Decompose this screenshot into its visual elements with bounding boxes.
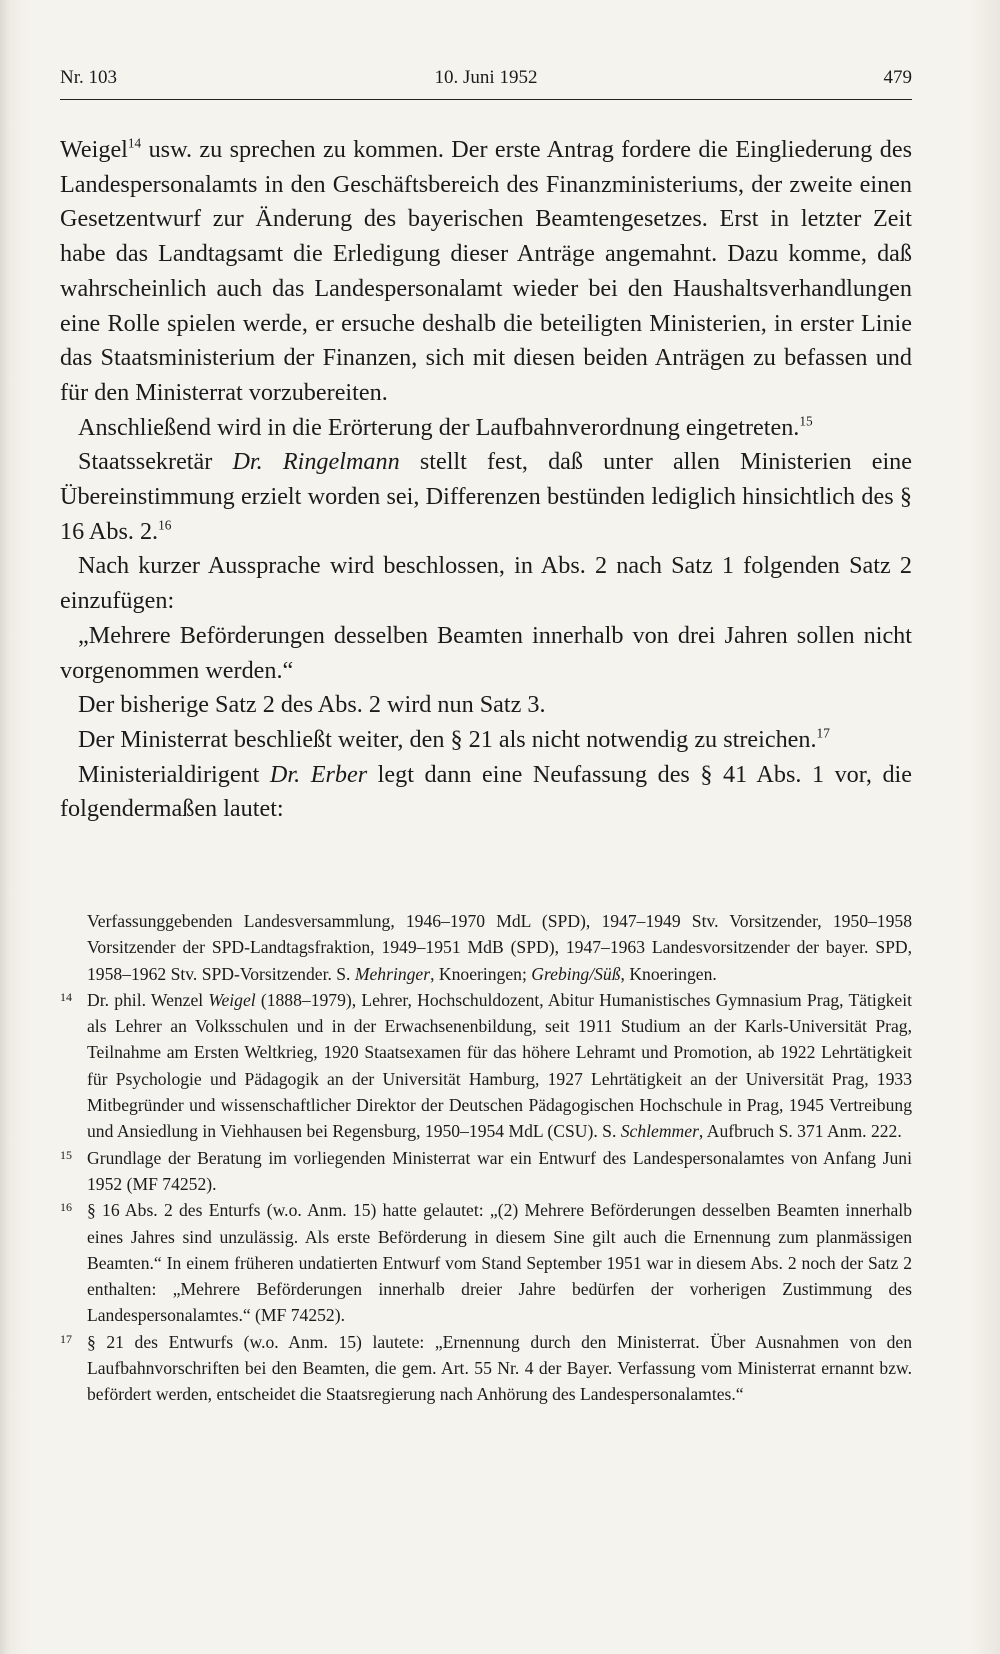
header-rule (60, 99, 912, 100)
footnote-continued-italic-a: Mehringer (354, 963, 431, 984)
paragraph-6: Der bisherige Satz 2 des Abs. 2 wird nun Satz 3. (78, 691, 546, 719)
footnote-ref-14: 14 (127, 135, 142, 151)
footnote-ref-17: 17 (816, 725, 830, 741)
paragraph-2 (60, 411, 912, 446)
footnote-14-text-a: Dr. phil. Wenzel (87, 989, 209, 1010)
paragraph-7 (60, 723, 912, 758)
footnote-number: 14 (60, 989, 72, 1004)
footnote-continued (60, 908, 912, 987)
document-number: Nr. 103 (60, 67, 117, 88)
footnote-continued-text-c: , Knoeringen. (620, 963, 717, 984)
footnote-number: 17 (60, 1331, 72, 1346)
footnote-16 (60, 1197, 912, 1328)
paragraph-1-text-a: Weigel (60, 136, 128, 163)
footnote-14-text-c: , Aufbruch S. 371 Anm. 222. (698, 1121, 902, 1142)
paragraph-8-text-a: Ministerialdirigent (78, 760, 270, 788)
footnote-15 (60, 1145, 912, 1198)
footnote-14-italic-b: Schlemmer (620, 1121, 699, 1142)
footnote-ref-15: 15 (799, 413, 813, 429)
paragraph-4: Nach kurzer Aussprache wird beschlossen, in Abs. 2 nach Satz 1 folgenden Satz 2 einzufügen: (60, 552, 912, 615)
footnote-continued-text-b: , Knoeringen; (430, 963, 532, 984)
paragraph-1-text-b: usw. zu sprechen zu kommen. Der erste Antrag fordere die Eingliederung des Landespersonalamts in den Geschäftsbereich des Finanzministeriums, der zweite einen Gesetzentwurf zur Änderung des bayerischen Beamtengesetzes. Erst in letzter Zeit habe das Landtagsamt die Erledigung dieser Anträge angemahnt. Dazu komme, daß wahrscheinlich auch das Landespersonalamt wieder bei den Haushaltsverhandlungen eine Rolle spielen werde, er ersuche deshalb die beteiligten Ministerien, in erster Linie das Staatsministerium der Finanzen, sich mit diesen beiden Anträgen zu befassen und für den Ministerrat vorzubereiten. (60, 136, 912, 406)
session-date: 10. Juni 1952 (434, 67, 538, 88)
footnotes (60, 908, 912, 1408)
page-number: 479 (883, 67, 912, 88)
footnote-number: 16 (60, 1200, 72, 1215)
footnote-ref-16: 16 (158, 517, 172, 533)
quoted-sentence: „Mehrere Beförderungen desselben Beamten innerhalb von drei Jahren sollen nicht vorgenommen werden.“ (60, 621, 912, 684)
running-header (60, 66, 912, 96)
paragraph-8 (60, 758, 912, 827)
footnote-14-italic-a: Weigel (208, 989, 256, 1010)
paragraph-1 (60, 133, 912, 411)
footnote-number: 15 (60, 1147, 72, 1162)
footnote-15-text: Grundlage der Beratung im vorliegenden Ministerrat war ein Entwurf des Landespersonalamtes von Anfang Juni 1952 (MF 74252). (87, 1147, 912, 1194)
paragraph-7-text: Der Ministerrat beschließt weiter, den § 21 als nicht notwendig zu streichen. (78, 725, 817, 753)
paragraph-3-text-b: stellt fest, daß unter allen Ministerien eine Übereinstimmung erzielt worden sei, Differenzen bestünden lediglich hinsichtlich des § 16 Abs. 2. (60, 448, 912, 545)
main-text (60, 133, 912, 827)
paragraph-2-text: Anschließend wird in die Erörterung der Laufbahnverordnung eingetreten. (78, 413, 800, 441)
paragraph-3-text-a: Staatssekretär (78, 448, 233, 476)
person-name-erber: Dr. Erber (269, 760, 368, 788)
person-name-ringelmann: Dr. Ringelmann (232, 448, 400, 476)
footnote-16-text: § 16 Abs. 2 des Enturfs (w.o. Anm. 15) hatte gelautet: „(2) Mehrere Beförderungen desselben Beamten innerhalb eines Jahres sind unzulässig. Als erste Beförderung in diesem Sine gilt auch die Ernennung zum planmässigen Beamten.“ In einem früheren undatierten Entwurf vom Stand September 1951 war in diesem Abs. 2 noch der Satz 2 enthalten: „Mehrere Beförderungen innerhalb dreier Jahre bedürfen der vorherigen Zustimmung des Landespersonalamtes.“ (MF 74252). (87, 1200, 912, 1326)
footnote-14 (60, 987, 912, 1145)
footnote-continued-italic-b: Grebing/Süß (531, 963, 621, 984)
paragraph-8-text-b: legt dann eine Neufassung des § 41 Abs. 1 vor, die folgendermaßen lautet: (60, 760, 913, 823)
footnote-14-text-b: (1888–1979), Lehrer, Hochschuldozent, Abitur Humanistisches Gymnasium Prag, Tätigkeit als Lehrer an Volksschulen und in der Erwachsenenbildung, seit 1911 Studium an der Karls-Universität Prag, Teilnahme am Ersten Weltkrieg, 1920 Staatsexamen für das höhere Lehramt und Promotion, ab 1922 Lehrtätigkeit für Psychologie und Pädagogik an der Universität Hamburg, 1927 Lehrtätigkeit an der Universität Prag, 1933 Mitbegründer und wissenschaftlicher Direktor der Deutschen Pädagogischen Hochschule in Prag, 1945 Vertreibung und Ansiedlung in Viehhausen bei Regensburg, 1950–1954 MdL (CSU). S. (87, 989, 912, 1142)
paragraph-3 (60, 445, 912, 549)
footnote-continued-text-a: Verfassunggebenden Landesversammlung, 1946–1970 MdL (SPD), 1947–1949 Stv. Vorsitzender, 1950–1958 Vorsitzender der SPD-Landtagsfraktion, 1949–1951 MdB (SPD), 1947–1963 Landesvorsitzender der bayer. SPD, 1958–1962 Stv. SPD-Vorsitzender. S. (87, 911, 912, 984)
footnote-17-text: § 21 des Entwurfs (w.o. Anm. 15) lautete: „Ernennung durch den Ministerrat. Über Ausnahmen von den Laufbahnvorschriften bei den Beamten, die gem. Art. 55 Nr. 4 der Bayer. Verfassung vom Ministerrat ernannt bzw. befördert werden, entscheidet die Staatsregierung nach Anhörung des Landespersonalamtes.“ (87, 1331, 912, 1405)
footnote-17 (60, 1329, 912, 1408)
